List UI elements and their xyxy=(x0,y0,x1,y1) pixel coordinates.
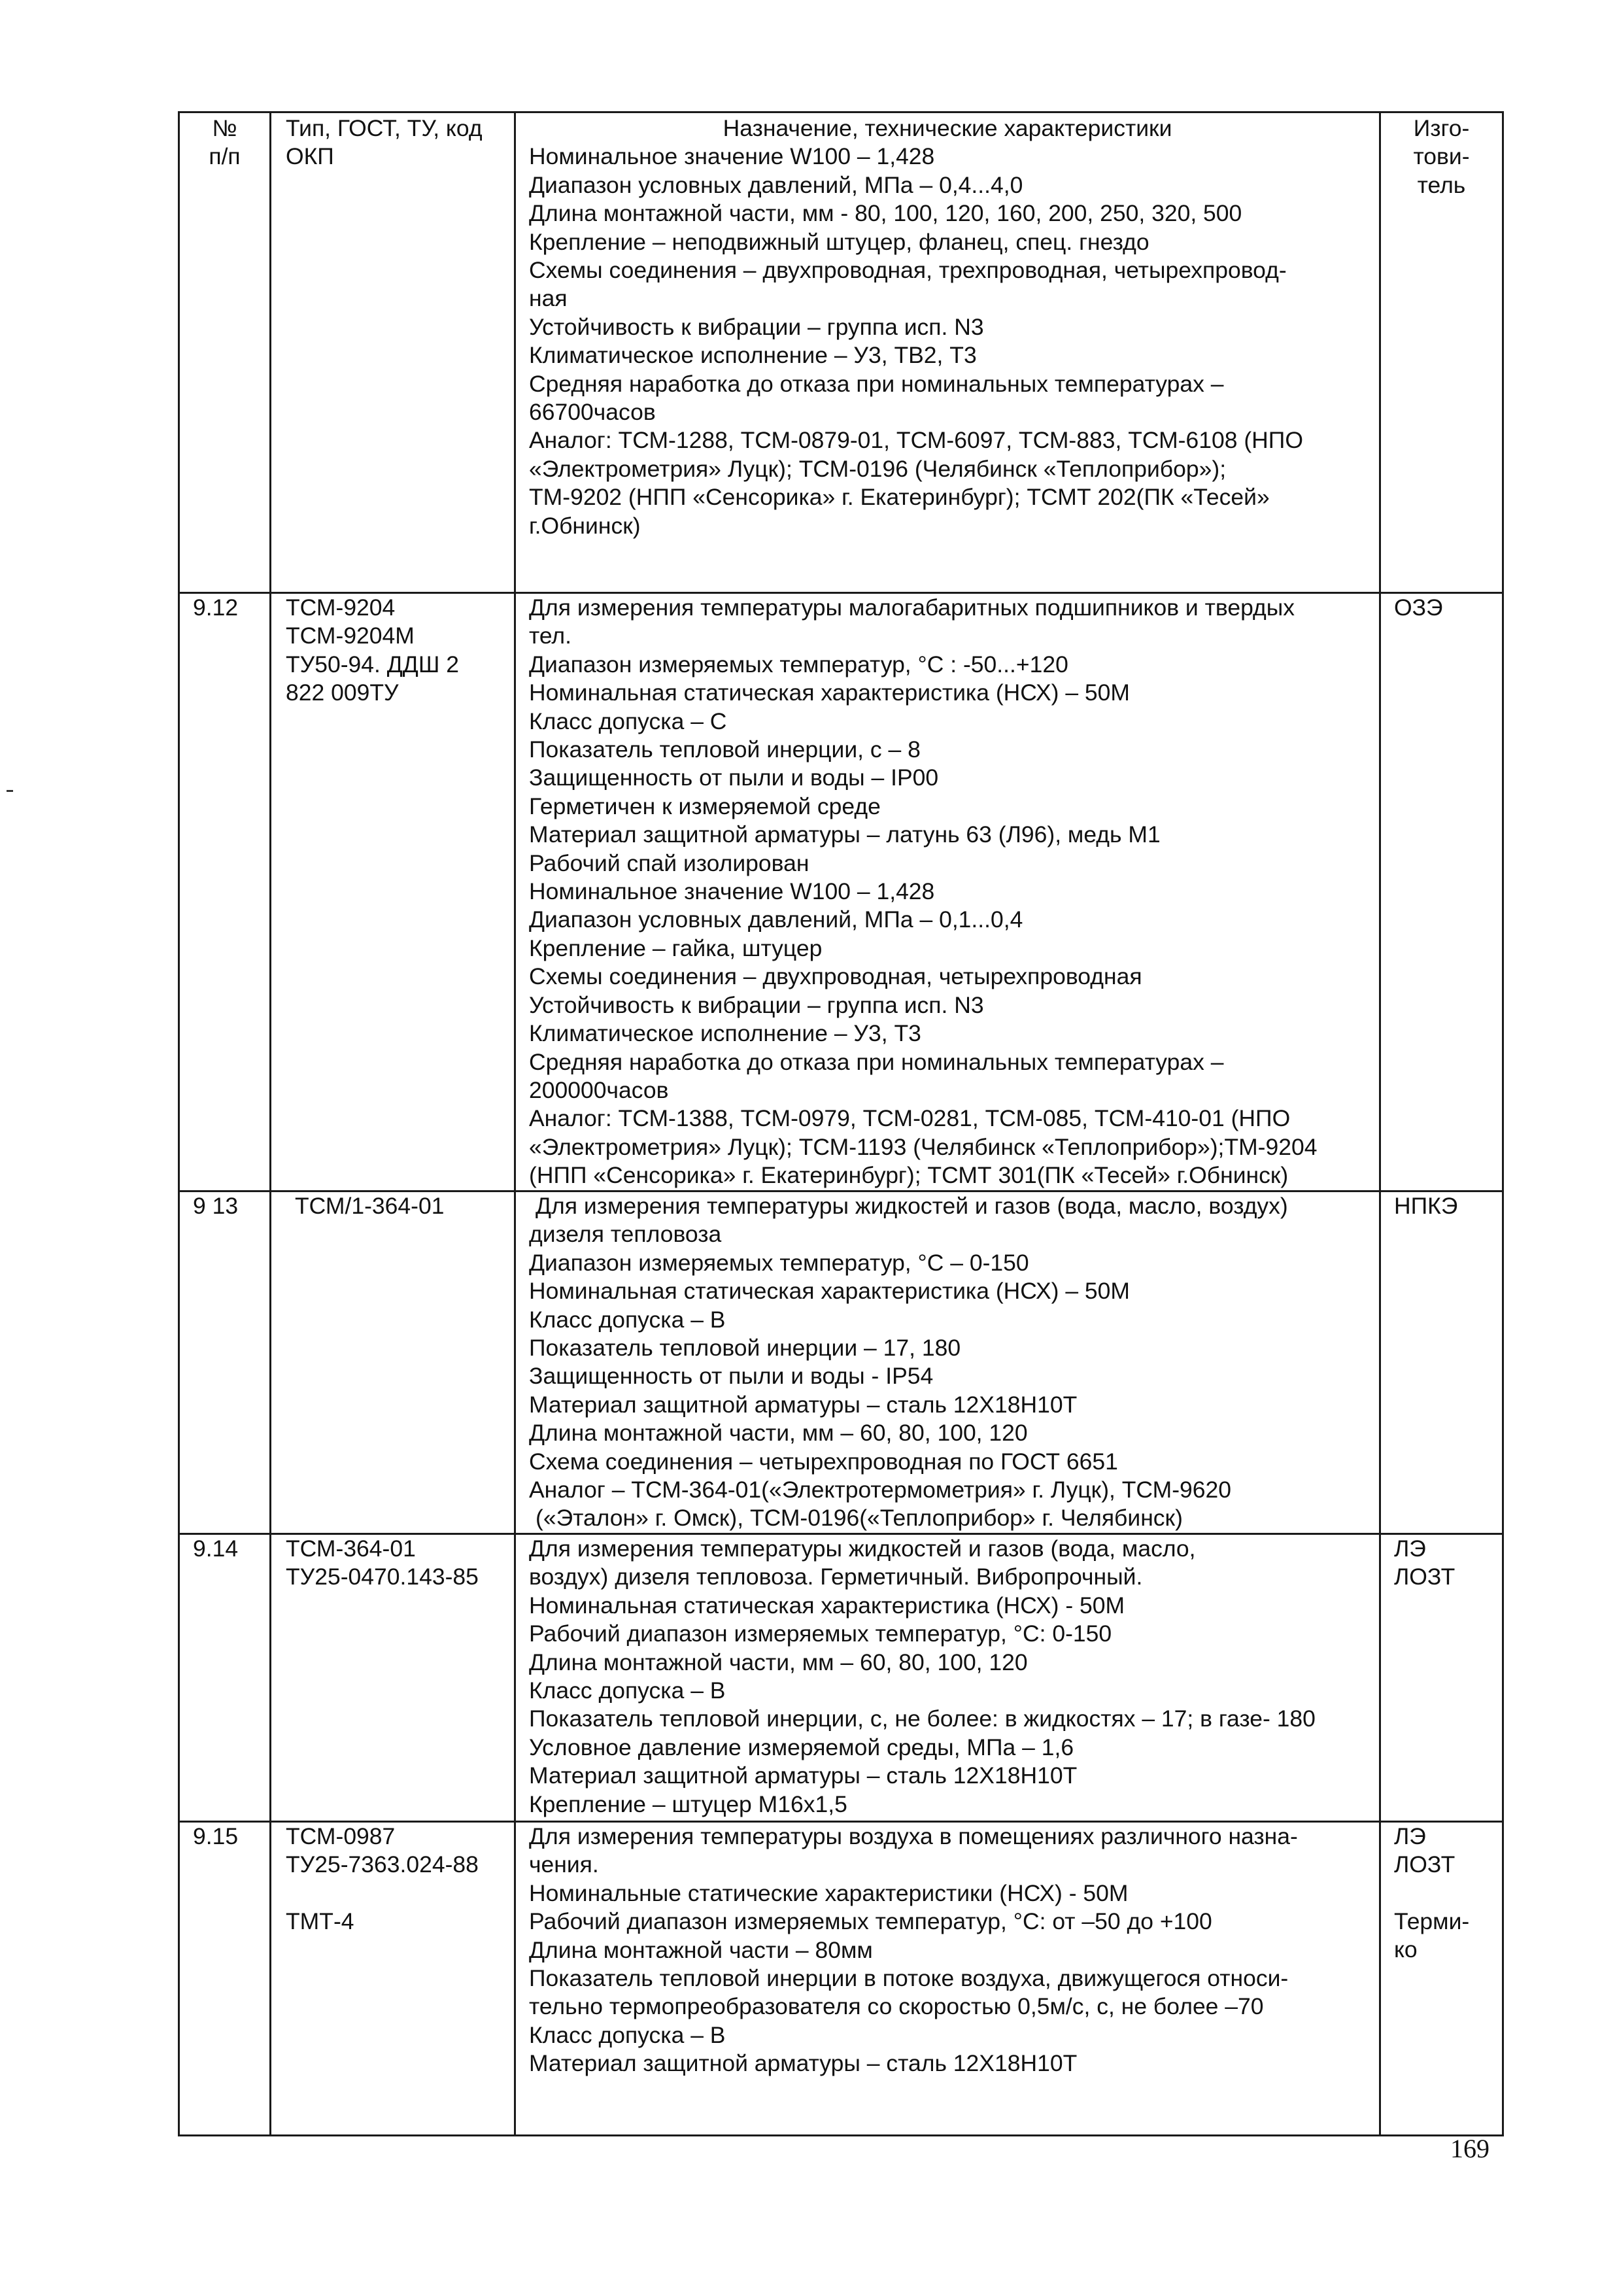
row-type xyxy=(271,1191,515,1534)
type-line: 822 009ТУ xyxy=(286,679,399,706)
desc-line: Номинальные статические характеристики (НСХ) - 50М xyxy=(529,1879,1129,1906)
desc-line: Аналог – ТСМ-364-01(«Электротермометрия» г. Луцк), ТСМ-9620 xyxy=(529,1477,1232,1503)
header-desc-line: Назначение, технические характеристики xyxy=(723,115,1172,141)
row-number xyxy=(179,1191,271,1534)
table-row-9-15 xyxy=(179,1821,1503,2135)
margin-mark xyxy=(7,790,13,792)
continuation-desc xyxy=(516,143,1379,540)
desc-line: Показатель тепловой инерции в потоке воздуха, движущегося относи- xyxy=(529,1964,1289,1991)
desc-line: Аналог: ТСМ-1288, ТСМ-0879-01, ТСМ-6097, ТСМ-883, ТСМ-6108 (НПО xyxy=(529,427,1303,454)
desc-line: Крепление – штуцер М16х1,5 xyxy=(529,1791,847,1817)
desc-line: Длина монтажной части – 80мм xyxy=(529,1936,873,1963)
desc-line: Схемы соединения – двухпроводная, трехпроводная, четырехпровод- xyxy=(529,257,1287,284)
desc-line: тел. xyxy=(529,623,572,649)
table-row-9-12 xyxy=(179,593,1503,1191)
desc-line: Средняя наработка до отказа при номинальных температурах – xyxy=(529,1048,1224,1075)
header-maker-line: тови- xyxy=(1413,143,1470,170)
desc-line: Для измерения температуры малогабаритных подшипников и твердых xyxy=(529,594,1295,621)
desc-line: («Эталон» г. Омск), ТСМ-0196(«Теплоприбор» г. Челябинск) xyxy=(536,1505,1183,1532)
maker-line: ЛОЗТ xyxy=(1394,1564,1455,1590)
type-line: ТСМ-0987 xyxy=(286,1823,396,1849)
desc-line: Климатическое исполнение – У3, Т3 xyxy=(529,1020,921,1047)
desc-line: Номинальное значение W100 – 1,428 xyxy=(529,878,935,905)
desc-line: Для измерения температуры жидкостей и газов (вода, масло, воздух) xyxy=(536,1193,1288,1219)
row-number xyxy=(179,1534,271,1821)
type-line: ТУ25-7363.024-88 xyxy=(286,1851,479,1878)
spacer xyxy=(1394,1879,1502,1908)
row-number-text: 9.15 xyxy=(193,1823,239,1849)
type-line: ТУ25-0470.143-85 xyxy=(286,1564,479,1590)
desc-line: ная xyxy=(529,285,568,312)
row-number-text: 9.12 xyxy=(193,594,239,621)
specs-table xyxy=(178,111,1504,2136)
maker-line: ЛЭ xyxy=(1394,1823,1426,1849)
desc-line: Класс допуска – С xyxy=(529,708,727,734)
desc-line: Материал защитной арматуры – латунь 63 (Л96), медь М1 xyxy=(529,821,1161,848)
desc-line: Класс допуска – В xyxy=(529,1677,726,1704)
table-row-9-14 xyxy=(179,1534,1503,1821)
desc-line: Устойчивость к вибрации – группа исп. N3 xyxy=(529,991,984,1018)
desc-line: «Электрометрия» Луцк); ТСМ-1193 (Челябинск «Теплоприбор»);ТМ-9204 xyxy=(529,1133,1318,1160)
row-type xyxy=(271,1821,515,2135)
desc-line: 200000часов xyxy=(529,1076,669,1103)
desc-line: Климатическое исполнение – У3, ТВ2, Т3 xyxy=(529,342,977,369)
desc-line: Диапазон условных давлений, МПа – 0,4...4,0 xyxy=(529,171,1023,198)
row-number-text: 9 13 xyxy=(193,1193,239,1219)
desc-line: Рабочий спай изолирован xyxy=(529,849,809,876)
row-type xyxy=(271,1534,515,1821)
desc-line: Защищенность от пыли и воды - IP54 xyxy=(529,1363,934,1390)
desc-line: г.Обнинск) xyxy=(529,512,641,539)
desc-line: Схема соединения – четырехпроводная по ГОСТ 6651 xyxy=(529,1448,1118,1475)
desc-line: Показатель тепловой инерции – 17, 180 xyxy=(529,1335,961,1362)
desc-line: тельно термопреобразователя со скоростью 0,5м/с, с, не более –70 xyxy=(529,1993,1264,2020)
desc-line: Средняя наработка до отказа при номинальных температурах – xyxy=(529,370,1224,397)
row-desc xyxy=(515,1821,1380,2135)
desc-line: Аналог: ТСМ-1388, ТСМ-0979, ТСМ-0281, ТСМ-085, ТСМ-410-01 (НПО xyxy=(529,1105,1291,1132)
desc-line: Материал защитной арматуры – сталь 12Х18Н10Т xyxy=(529,1762,1078,1789)
desc-line: Диапазон измеряемых температур, °С – 0-150 xyxy=(529,1249,1029,1276)
desc-line: Длина монтажной части, мм – 60, 80, 100, 120 xyxy=(529,1649,1028,1675)
header-maker-line: Изго- xyxy=(1413,115,1470,141)
row-number-text: 9.14 xyxy=(193,1535,239,1562)
row-desc xyxy=(515,1534,1380,1821)
desc-line: Номинальная статическая характеристика (НСХ) - 50М xyxy=(529,1592,1125,1619)
header-num-line: п/п xyxy=(209,143,241,170)
table-row-continuation xyxy=(179,112,1503,593)
header-desc xyxy=(515,112,1380,593)
desc-line: Класс допуска – В xyxy=(529,1306,726,1333)
desc-line: Рабочий диапазон измеряемых температур, °С: от –50 до +100 xyxy=(529,1908,1212,1935)
desc-line: Диапазон измеряемых температур, °С : -50...+120 xyxy=(529,651,1068,677)
maker-line: НПКЭ xyxy=(1394,1193,1458,1219)
desc-line: Материал защитной арматуры – сталь 12Х18Н10Т xyxy=(529,1391,1078,1418)
desc-line: Условное давление измеряемой среды, МПа – 1,6 xyxy=(529,1734,1074,1760)
desc-line: Крепление – неподвижный штуцер, фланец, спец. гнездо xyxy=(529,228,1149,255)
table-row-9-13 xyxy=(179,1191,1503,1534)
type-line: ТМТ-4 xyxy=(286,1908,354,1935)
desc-line: Схемы соединения – двухпроводная, четырехпроводная xyxy=(529,963,1142,990)
row-maker xyxy=(1380,1821,1503,2135)
desc-line: Для измерения температуры жидкостей и газов (вода, масло, xyxy=(529,1535,1196,1562)
maker-line: ко xyxy=(1394,1936,1418,1963)
desc-line: Номинальная статическая характеристика (НСХ) – 50М xyxy=(529,1278,1130,1305)
type-line: ТСМ-364-01 xyxy=(286,1535,416,1562)
desc-line: Устойчивость к вибрации – группа исп. N3 xyxy=(529,313,984,340)
spacer xyxy=(286,1879,514,1908)
desc-line: ТМ-9202 (НПП «Сенсорика» г. Екатеринбург); ТСМТ 202(ПК «Тесей» xyxy=(529,484,1270,511)
desc-line: Материал защитной арматуры – сталь 12Х18Н10Т xyxy=(529,2050,1078,2077)
row-maker xyxy=(1380,593,1503,1191)
maker-line: ЛЭ xyxy=(1394,1535,1426,1562)
row-number xyxy=(179,1821,271,2135)
desc-line: Диапазон условных давлений, МПа – 0,1...0,4 xyxy=(529,906,1023,933)
row-desc xyxy=(515,1191,1380,1534)
row-desc xyxy=(515,593,1380,1191)
desc-line: Класс допуска – В xyxy=(529,2021,726,2048)
header-maker-line: тель xyxy=(1417,171,1466,198)
desc-line: 66700часов xyxy=(529,399,656,426)
header-type xyxy=(271,112,515,593)
desc-line: «Электрометрия» Луцк); ТСМ-0196 (Челябинск «Теплоприбор»); xyxy=(529,455,1227,482)
header-type-line: ОКП xyxy=(286,143,334,170)
desc-line: (НПП «Сенсорика» г. Екатеринбург); ТСМТ 301(ПК «Тесей» г.Обнинск) xyxy=(529,1162,1289,1189)
type-line: ТСМ-9204М xyxy=(286,623,415,649)
row-maker xyxy=(1380,1534,1503,1821)
type-line: ТСМ/1-364-01 xyxy=(295,1193,445,1219)
desc-line: чения. xyxy=(529,1851,599,1878)
desc-line: Для измерения температуры воздуха в помещениях различного назна- xyxy=(529,1823,1298,1849)
header-num xyxy=(179,112,271,593)
desc-line: Номинальная статическая характеристика (НСХ) – 50М xyxy=(529,679,1130,706)
header-type-line: Тип, ГОСТ, ТУ, код xyxy=(286,115,483,141)
row-type xyxy=(271,593,515,1191)
header-num-line: № xyxy=(212,115,237,141)
desc-line: Герметичен к измеряемой среде xyxy=(529,793,881,819)
row-maker xyxy=(1380,1191,1503,1534)
type-line: ТСМ-9204 xyxy=(286,594,396,621)
desc-line: Показатель тепловой инерции, с – 8 xyxy=(529,736,921,763)
desc-line: Длина монтажной части, мм - 80, 100, 120, 160, 200, 250, 320, 500 xyxy=(529,200,1242,227)
desc-line: Номинальное значение W100 – 1,428 xyxy=(529,143,935,170)
desc-line: Защищенность от пыли и воды – IP00 xyxy=(529,764,939,791)
desc-line: воздух) дизеля тепловоза. Герметичный. Вибропрочный. xyxy=(529,1564,1143,1590)
maker-line: Терми- xyxy=(1394,1908,1470,1935)
desc-line: Крепление – гайка, штуцер xyxy=(529,934,823,961)
desc-line: дизеля тепловоза xyxy=(529,1221,722,1248)
type-line: ТУ50-94. ДДШ 2 xyxy=(286,651,459,677)
maker-line: ЛОЗТ xyxy=(1394,1851,1455,1878)
desc-line: Рабочий диапазон измеряемых температур, °С: 0-150 xyxy=(529,1620,1112,1647)
desc-line: Показатель тепловой инерции, с, не более: в жидкостях – 17; в газе- 180 xyxy=(529,1705,1316,1732)
page-number: 169 xyxy=(1450,2134,1489,2163)
header-maker xyxy=(1380,112,1503,593)
maker-line: ОЗЭ xyxy=(1394,594,1443,621)
desc-line: Длина монтажной части, мм – 60, 80, 100, 120 xyxy=(529,1420,1028,1447)
row-number xyxy=(179,593,271,1191)
